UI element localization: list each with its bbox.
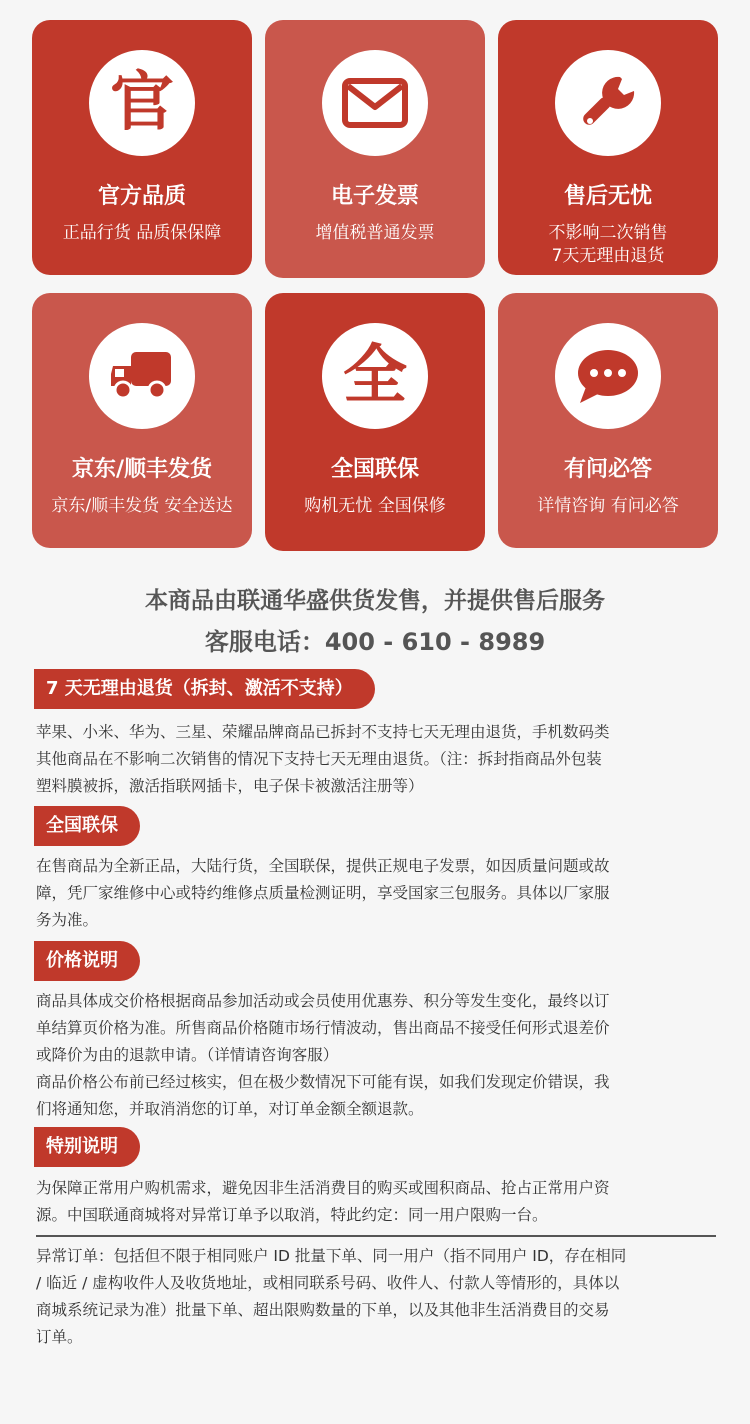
supplier-notice: 本商品由联通华盛供货发售，并提供售后服务 (145, 588, 605, 614)
abnormal-order-text (36, 1243, 716, 1351)
card-desc (316, 222, 435, 245)
official-icon (89, 50, 195, 156)
official-glyph: 官 (110, 66, 174, 140)
card-desc-line: 7天无理由退货 (551, 246, 665, 266)
text-line: 其他商品在不影响二次销售的情况下支持七天无理由退货。（注：拆封指商品外包装 (36, 750, 602, 768)
text-line: 异常订单：包括但不限于相同账户 ID 批量下单、同一用户（指不同用户 ID，存在相同 (36, 1247, 627, 1265)
text-line: 为保障正常用户购机需求，避免因非生活消费目的购买或囤积商品、抢占正常用户资 (36, 1179, 610, 1197)
chat-bubble-icon (555, 323, 661, 429)
text-line: 务为准。 (36, 911, 99, 929)
card-title: 售后无忧 (563, 184, 652, 209)
text-line: 在售商品为全新正品，大陆行货，全国联保，提供正规电子发票，如因质量问题或故 (36, 857, 610, 875)
card-shipping (32, 293, 252, 548)
special-text (36, 1175, 716, 1229)
text-line: 塑料膜被拆，激活指联网插卡，电子保卡被激活注册等） (36, 777, 424, 795)
return-policy-text (36, 719, 716, 800)
text-line: 苹果、小米、华为、三星、荣耀品牌商品已拆封不支持七天无理由退货，手机数码类 (36, 723, 610, 741)
card-title: 官方品质 (97, 184, 186, 209)
card-title: 有问必答 (563, 457, 652, 482)
wrench-icon (555, 50, 661, 156)
card-official-quality (32, 20, 252, 275)
text-line: 源。中国联通商城将对异常订单予以取消，特此约定：同一用户限购一台。 (36, 1206, 548, 1224)
section-tag-warranty: 全国联保 (34, 806, 140, 846)
card-title: 电子发票 (330, 184, 419, 209)
card-desc-line: 京东/顺丰发货 安全送达 (51, 496, 233, 516)
text-line: / 临近 / 虚构收件人及收货地址，或相同联系号码、收件人、付款人等情形的，具体以 (36, 1274, 620, 1292)
card-desc-line: 增值税普通发票 (315, 223, 435, 243)
text-line: 订单。 (36, 1328, 83, 1346)
card-title: 京东/顺丰发货 (71, 457, 213, 482)
section-tag-return-policy: 7 天无理由退货（拆封、激活不支持） (34, 669, 375, 709)
card-desc (51, 495, 232, 518)
card-nationwide-warranty (265, 293, 485, 551)
text-line: 商品价格公布前已经过核实，但在极少数情况下可能有误，如我们发现定价错误，我 (36, 1073, 610, 1091)
card-desc-line: 详情咨询 有问必答 (537, 496, 679, 516)
card-desc (549, 222, 668, 268)
nationwide-glyph: 全 (343, 339, 407, 413)
card-desc-line: 正品行货 品质保保障 (62, 223, 222, 243)
divider (36, 1235, 716, 1237)
section-tag-price: 价格说明 (34, 941, 140, 981)
text-line: 单结算页价格为准。所售商品价格随市场行情波动，售出商品不接受任何形式退差价 (36, 1019, 610, 1037)
feature-grid (32, 20, 719, 551)
text-line: 商城系统记录为准）批量下单、超出限购数量的下单，以及其他非生活消费目的交易 (36, 1301, 610, 1319)
card-e-invoice (265, 20, 485, 278)
section-tag-special: 特别说明 (34, 1127, 140, 1167)
envelope-icon (322, 50, 428, 156)
card-after-sales (498, 20, 718, 275)
card-desc-line: 购机无忧 全国保修 (304, 496, 446, 516)
nationwide-icon (322, 323, 428, 429)
warranty-text (36, 853, 716, 934)
card-desc (304, 495, 445, 518)
price-text (36, 988, 716, 1123)
text-line: 或降价为由的退款申请。（详情请咨询客服） (36, 1046, 339, 1064)
text-line: 障，凭厂家维修中心或特约维修点质量检测证明，享受国家三包服务。具体以厂家服 (36, 884, 610, 902)
card-title: 全国联保 (330, 457, 419, 482)
service-hotline: 客服电话：400 - 610 - 8989 (204, 628, 546, 656)
text-line: 们将通知您，并取消消您的订单，对订单金额全额退款。 (36, 1100, 424, 1118)
card-qa (498, 293, 718, 548)
text-line: 商品具体成交价格根据商品参加活动或会员使用优惠券、积分等发生变化，最终以订 (36, 992, 610, 1010)
card-desc-line: 不影响二次销售 (548, 223, 668, 243)
card-desc (537, 495, 678, 518)
card-desc (63, 222, 221, 245)
truck-icon (89, 323, 195, 429)
